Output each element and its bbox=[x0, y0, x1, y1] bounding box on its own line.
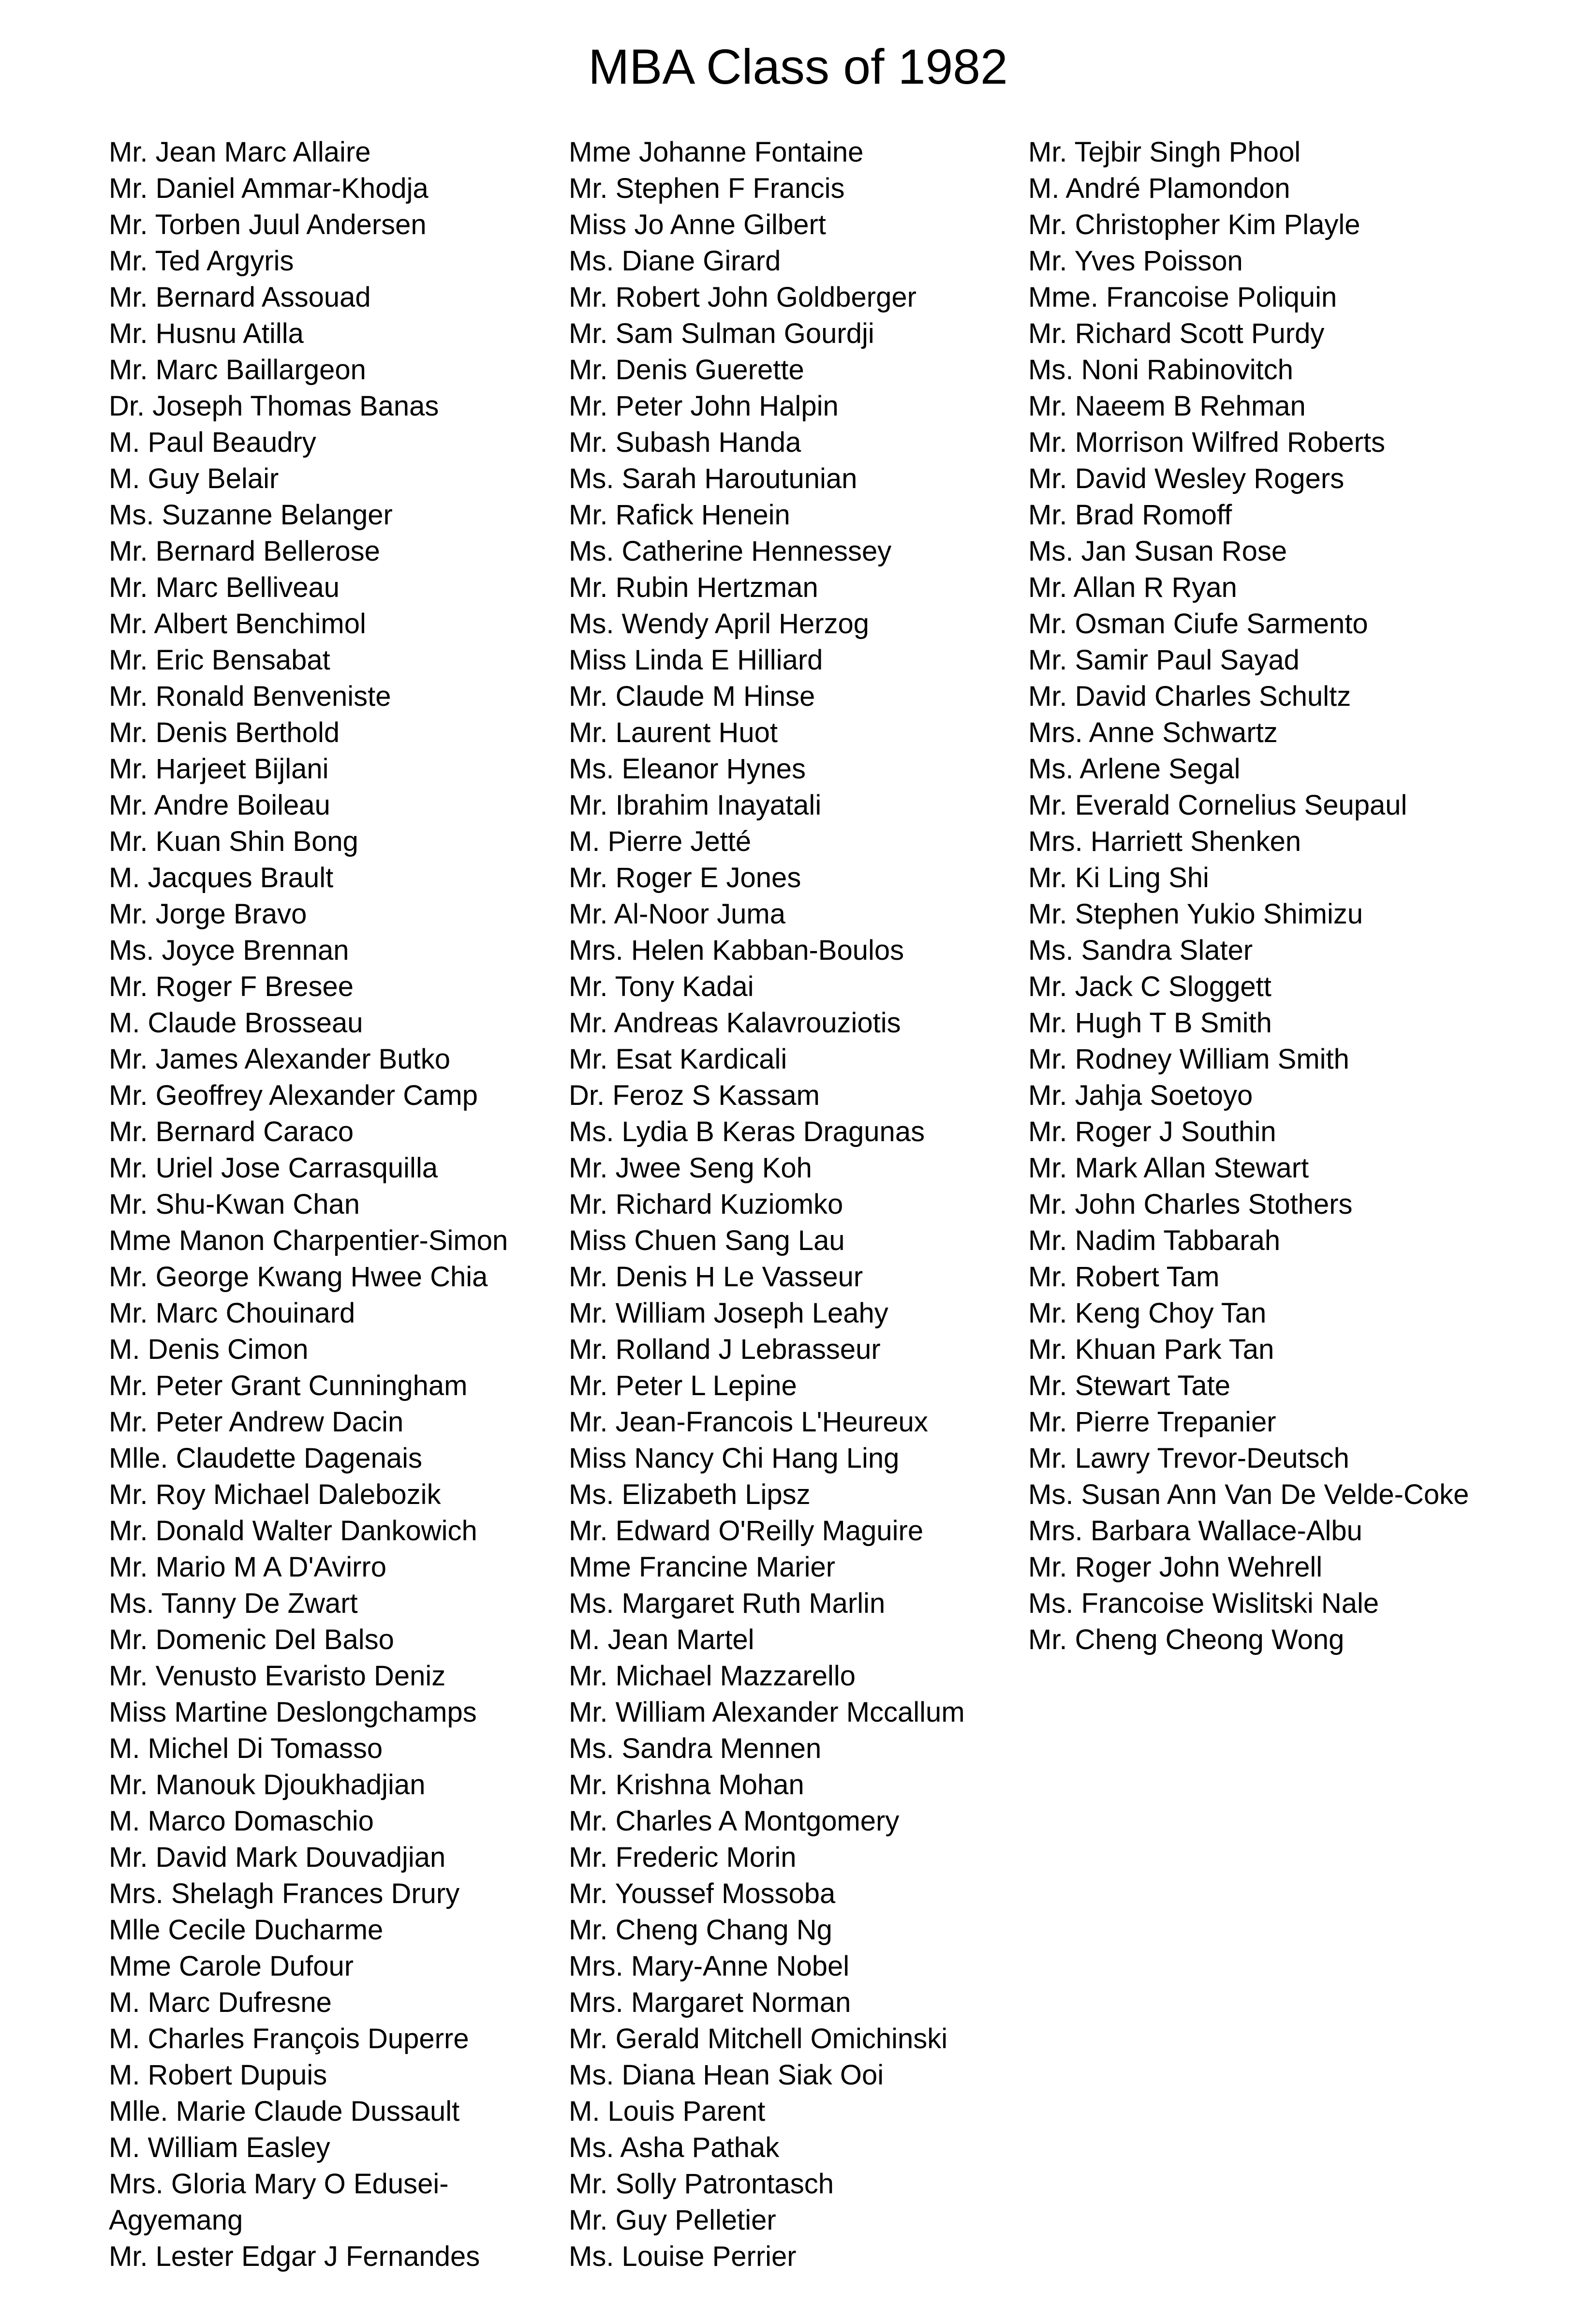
name-entry: M. Guy Belair bbox=[109, 463, 279, 494]
name-entry: Mr. Jorge Bravo bbox=[109, 898, 307, 930]
name-entry: Ms. Joyce Brennan bbox=[109, 935, 349, 966]
name-entry: Mr. Rubin Hertzman bbox=[569, 572, 818, 603]
name-entry: Mr. Krishna Mohan bbox=[569, 1769, 804, 1801]
name-entry: Mr. George Kwang Hwee Chia bbox=[109, 1261, 488, 1293]
name-entry: M. Denis Cimon bbox=[109, 1334, 309, 1365]
name-entry: Ms. Susan Ann Van De Velde-Coke bbox=[1028, 1479, 1469, 1510]
name-entry: Mr. Everald Cornelius Seupaul bbox=[1028, 789, 1407, 821]
name-entry: Mr. Allan R Ryan bbox=[1028, 572, 1237, 603]
name-entry: Ms. Tanny De Zwart bbox=[109, 1588, 358, 1619]
name-entry: Mr. Robert John Goldberger bbox=[569, 282, 916, 313]
name-entry: Mr. Marc Chouinard bbox=[109, 1297, 355, 1329]
name-entry: Mr. Rodney William Smith bbox=[1028, 1043, 1349, 1075]
name-entry: Mr. Tejbir Singh Phool bbox=[1028, 136, 1301, 168]
name-entry: Miss Chuen Sang Lau bbox=[569, 1225, 845, 1256]
name-entry: Mr. Christopher Kim Playle bbox=[1028, 209, 1360, 240]
name-entry: Mr. Yves Poisson bbox=[1028, 245, 1243, 277]
name-entry: Ms. Louise Perrier bbox=[569, 2241, 797, 2272]
name-entry: Mr. Edward O'Reilly Maguire bbox=[569, 1515, 924, 1547]
name-entry: Mr. Keng Choy Tan bbox=[1028, 1297, 1267, 1329]
name-entry: Ms. Sandra Slater bbox=[1028, 935, 1253, 966]
name-entry: Mr. Richard Scott Purdy bbox=[1028, 318, 1325, 349]
name-entry: M. Charles François Duperre bbox=[109, 2023, 469, 2054]
name-column-2 bbox=[569, 134, 1028, 2275]
name-entry: Mr. Roy Michael Dalebozik bbox=[109, 1479, 441, 1510]
name-entry: Mr. Domenic Del Balso bbox=[109, 1624, 394, 1655]
name-entry: Mrs. Margaret Norman bbox=[569, 1987, 851, 2018]
name-entry: Dr. Joseph Thomas Banas bbox=[109, 390, 439, 422]
name-entry: Mr. Denis Guerette bbox=[569, 354, 804, 386]
name-entry: Mr. Pierre Trepanier bbox=[1028, 1406, 1276, 1438]
name-column-1 bbox=[109, 134, 544, 2275]
name-entry: Mme Carole Dufour bbox=[109, 1950, 354, 1982]
name-entry: Mr. Roger John Wehrell bbox=[1028, 1551, 1323, 1583]
name-entry: Mr. William Joseph Leahy bbox=[569, 1297, 888, 1329]
name-entry: Mr. Roger F Bresee bbox=[109, 971, 354, 1002]
name-entry: Ms. Lydia B Keras Dragunas bbox=[569, 1116, 925, 1147]
name-entry: Mr. Shu-Kwan Chan bbox=[109, 1189, 360, 1220]
name-entry: Mr. Brad Romoff bbox=[1028, 499, 1232, 531]
name-entry: Mr. William Alexander Mccallum bbox=[569, 1697, 965, 1728]
name-entry: M. Marco Domaschio bbox=[109, 1805, 374, 1837]
name-entry: M. Marc Dufresne bbox=[109, 1987, 332, 2018]
name-entry: Mr. Peter Grant Cunningham bbox=[109, 1370, 468, 1401]
name-entry: Mme Francine Marier bbox=[569, 1551, 836, 1583]
name-entry: Mr. Venusto Evaristo Deniz bbox=[109, 1660, 446, 1692]
name-entry: Ms. Margaret Ruth Marlin bbox=[569, 1588, 886, 1619]
name-entry: Mr. Donald Walter Dankowich bbox=[109, 1515, 477, 1547]
name-entry: Mr. Cheng Cheong Wong bbox=[1028, 1624, 1345, 1655]
name-entry: Mr. Roger E Jones bbox=[569, 862, 801, 893]
name-entry: Mr. Samir Paul Sayad bbox=[1028, 644, 1300, 676]
name-entry: Mr. Lawry Trevor-Deutsch bbox=[1028, 1443, 1349, 1474]
name-entry: Mr. Stephen F Francis bbox=[569, 173, 845, 204]
name-entry: Mr. Morrison Wilfred Roberts bbox=[1028, 427, 1386, 458]
name-entry: M. Jean Martel bbox=[569, 1624, 754, 1655]
name-entry: Mr. Rolland J Lebrasseur bbox=[569, 1334, 881, 1365]
name-entry: Mr. Manouk Djoukhadjian bbox=[109, 1769, 426, 1801]
name-entry: Mrs. Helen Kabban-Boulos bbox=[569, 935, 904, 966]
name-entry: Mr. John Charles Stothers bbox=[1028, 1189, 1353, 1220]
name-entry: M. Michel Di Tomasso bbox=[109, 1733, 383, 1764]
name-entry: Mrs. Anne Schwartz bbox=[1028, 717, 1278, 748]
name-entry: Mr. Andreas Kalavrouziotis bbox=[569, 1007, 901, 1039]
name-entry: Mlle. Marie Claude Dussault bbox=[109, 2096, 460, 2127]
name-entry: Mr. Mario M A D'Avirro bbox=[109, 1551, 386, 1583]
name-entry: Mr. Guy Pelletier bbox=[569, 2204, 776, 2236]
name-entry: Mr. Ronald Benveniste bbox=[109, 681, 391, 712]
name-entry: Mr. Frederic Morin bbox=[569, 1842, 797, 1873]
name-entry: Mr. Harjeet Bijlani bbox=[109, 753, 329, 785]
name-entry: Mr. Jahja Soetoyo bbox=[1028, 1080, 1253, 1111]
name-entry: Mr. Jean Marc Allaire bbox=[109, 136, 371, 168]
name-entry: Mr. Mark Allan Stewart bbox=[1028, 1152, 1309, 1184]
name-entry: Mr. Peter L Lepine bbox=[569, 1370, 797, 1401]
name-entry: Mr. Al-Noor Juma bbox=[569, 898, 785, 930]
name-entry: Ms. Elizabeth Lipsz bbox=[569, 1479, 811, 1510]
name-entry: M. André Plamondon bbox=[1028, 173, 1290, 204]
name-entry: Mr. Gerald Mitchell Omichinski bbox=[569, 2023, 948, 2054]
name-entry: Mr. Youssef Mossoba bbox=[569, 1878, 836, 1909]
name-entry: Mr. Solly Patrontasch bbox=[569, 2168, 834, 2200]
name-entry: Ms. Sandra Mennen bbox=[569, 1733, 822, 1764]
name-entry: Dr. Feroz S Kassam bbox=[569, 1080, 820, 1111]
name-entry: Mlle Cecile Ducharme bbox=[109, 1914, 384, 1946]
name-entry: M. Jacques Brault bbox=[109, 862, 334, 893]
name-entry: Mr. Richard Kuziomko bbox=[569, 1189, 843, 1220]
name-entry: Mr. Subash Handa bbox=[569, 427, 801, 458]
name-entry: Mr. Stephen Yukio Shimizu bbox=[1028, 898, 1363, 930]
name-entry: Mr. Daniel Ammar-Khodja bbox=[109, 173, 429, 204]
name-column-3 bbox=[1028, 134, 1560, 1658]
name-entry: Ms. Suzanne Belanger bbox=[109, 499, 393, 531]
name-entry: Mr. Charles A Montgomery bbox=[569, 1805, 900, 1837]
name-entry: Mrs. Gloria Mary O Edusei-Agyemang bbox=[109, 2168, 449, 2236]
name-entry: Mr. Khuan Park Tan bbox=[1028, 1334, 1274, 1365]
name-entry: Mr. Marc Belliveau bbox=[109, 572, 340, 603]
name-entry: Mr. Nadim Tabbarah bbox=[1028, 1225, 1281, 1256]
name-entry: M. William Easley bbox=[109, 2132, 330, 2163]
name-entry: Ms. Diana Hean Siak Ooi bbox=[569, 2059, 884, 2091]
name-entry: M. Claude Brosseau bbox=[109, 1007, 363, 1039]
name-entry: Mme Manon Charpentier-Simon bbox=[109, 1225, 508, 1256]
name-entry: Mr. Andre Boileau bbox=[109, 789, 330, 821]
name-entry: Ms. Arlene Segal bbox=[1028, 753, 1241, 785]
name-entry: Mrs. Harriett Shenken bbox=[1028, 826, 1301, 857]
name-entry: Mrs. Barbara Wallace-Albu bbox=[1028, 1515, 1362, 1547]
name-entry: Miss Jo Anne Gilbert bbox=[569, 209, 826, 240]
name-entry: Mr. Eric Bensabat bbox=[109, 644, 330, 676]
name-entry: Mr. Hugh T B Smith bbox=[1028, 1007, 1272, 1039]
name-entry: Mr. David Wesley Rogers bbox=[1028, 463, 1345, 494]
name-entry: Ms. Jan Susan Rose bbox=[1028, 536, 1287, 567]
name-entry: Mr. Michael Mazzarello bbox=[569, 1660, 856, 1692]
name-entry: Mr. Peter Andrew Dacin bbox=[109, 1406, 404, 1438]
name-entry: Mr. Bernard Assouad bbox=[109, 282, 371, 313]
name-entry: Ms. Asha Pathak bbox=[569, 2132, 780, 2163]
name-entry: Mr. Denis Berthold bbox=[109, 717, 340, 748]
name-entry: Mr. Peter John Halpin bbox=[569, 390, 839, 422]
name-entry: Ms. Diane Girard bbox=[569, 245, 781, 277]
name-entry: Mr. Jean-Francois L'Heureux bbox=[569, 1406, 928, 1438]
name-entry: Ms. Wendy April Herzog bbox=[569, 608, 870, 640]
name-entry: Mr. Ted Argyris bbox=[109, 245, 294, 277]
name-entry: Mr. Naeem B Rehman bbox=[1028, 390, 1306, 422]
name-entry: Mr. Roger J Southin bbox=[1028, 1116, 1276, 1147]
name-entry: Ms. Francoise Wislitski Nale bbox=[1028, 1588, 1379, 1619]
name-entry: Miss Martine Deslongchamps bbox=[109, 1697, 477, 1728]
name-entry: Mrs. Shelagh Frances Drury bbox=[109, 1878, 460, 1909]
name-entry: Mr. Geoffrey Alexander Camp bbox=[109, 1080, 478, 1111]
name-entry: Mr. Lester Edgar J Fernandes bbox=[109, 2241, 480, 2272]
name-entry: Mme. Francoise Poliquin bbox=[1028, 282, 1337, 313]
name-entry: Mr. Stewart Tate bbox=[1028, 1370, 1230, 1401]
name-entry: Ms. Catherine Hennessey bbox=[569, 536, 892, 567]
name-entry: Mr. Bernard Bellerose bbox=[109, 536, 380, 567]
name-entry: Mr. Husnu Atilla bbox=[109, 318, 304, 349]
name-entry: Mr. Laurent Huot bbox=[569, 717, 778, 748]
name-entry: Mr. Jack C Sloggett bbox=[1028, 971, 1271, 1002]
name-entry: Mr. Uriel Jose Carrasquilla bbox=[109, 1152, 438, 1184]
name-entry: Mr. Sam Sulman Gourdji bbox=[569, 318, 874, 349]
name-entry: Mr. Robert Tam bbox=[1028, 1261, 1220, 1293]
name-entry: Mr. Cheng Chang Ng bbox=[569, 1914, 832, 1946]
name-entry: M. Paul Beaudry bbox=[109, 427, 316, 458]
name-entry: Mr. Kuan Shin Bong bbox=[109, 826, 358, 857]
name-entry: M. Pierre Jetté bbox=[569, 826, 752, 857]
name-entry: Ms. Eleanor Hynes bbox=[569, 753, 806, 785]
name-entry: Mr. James Alexander Butko bbox=[109, 1043, 450, 1075]
name-entry: Mr. David Charles Schultz bbox=[1028, 681, 1351, 712]
name-entry: Ms. Noni Rabinovitch bbox=[1028, 354, 1293, 386]
name-entry: Mr. Marc Baillargeon bbox=[109, 354, 366, 386]
name-entry: Mr. Albert Benchimol bbox=[109, 608, 366, 640]
name-entry: Mr. David Mark Douvadjian bbox=[109, 1842, 446, 1873]
name-entry: Mrs. Mary-Anne Nobel bbox=[569, 1950, 850, 1982]
name-entry: Mr. Claude M Hinse bbox=[569, 681, 815, 712]
name-entry: Mr. Tony Kadai bbox=[569, 971, 754, 1002]
name-entry: M. Robert Dupuis bbox=[109, 2059, 327, 2091]
name-entry: Mlle. Claudette Dagenais bbox=[109, 1443, 423, 1474]
name-entry: Mme Johanne Fontaine bbox=[569, 136, 864, 168]
name-entry: Mr. Bernard Caraco bbox=[109, 1116, 354, 1147]
name-entry: Mr. Ibrahim Inayatali bbox=[569, 789, 822, 821]
name-entry: Ms. Sarah Haroutunian bbox=[569, 463, 857, 494]
name-entry: Mr. Esat Kardicali bbox=[569, 1043, 787, 1075]
name-entry: M. Louis Parent bbox=[569, 2096, 766, 2127]
name-entry: Mr. Torben Juul Andersen bbox=[109, 209, 427, 240]
name-entry: Miss Linda E Hilliard bbox=[569, 644, 823, 676]
name-entry: Mr. Osman Ciufe Sarmento bbox=[1028, 608, 1368, 640]
name-entry: Miss Nancy Chi Hang Ling bbox=[569, 1443, 900, 1474]
name-entry: Mr. Denis H Le Vasseur bbox=[569, 1261, 863, 1293]
page-title: MBA Class of 1982 bbox=[588, 39, 1008, 94]
name-entry: Mr. Rafick Henein bbox=[569, 499, 790, 531]
name-entry: Mr. Ki Ling Shi bbox=[1028, 862, 1209, 893]
name-entry: Mr. Jwee Seng Koh bbox=[569, 1152, 812, 1184]
